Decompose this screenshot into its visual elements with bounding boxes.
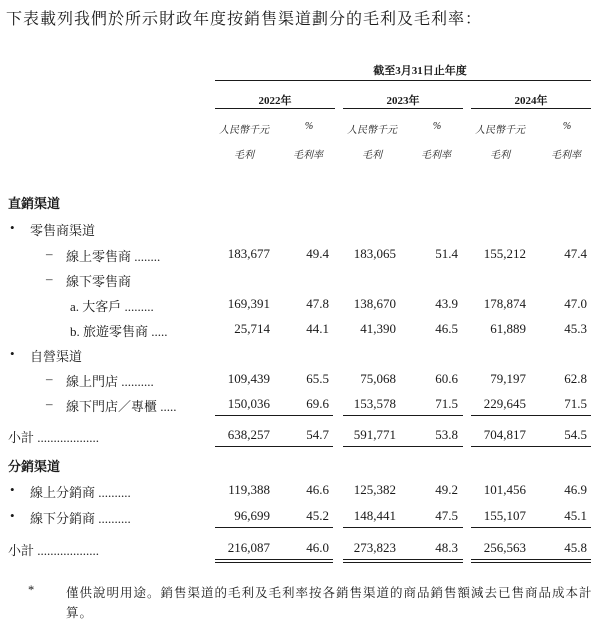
cell: 273,823 — [353, 540, 396, 555]
cell: 216,087 — [227, 540, 270, 555]
pct-label-2022: % — [304, 121, 314, 132]
cell: 229,645 — [483, 396, 526, 411]
footnote-text-line2: 算。 — [66, 606, 94, 620]
year-2023: 2023年 — [386, 95, 420, 107]
cell: 256,563 — [483, 540, 526, 555]
cell: 41,390 — [360, 321, 396, 336]
subtotal-rule — [471, 415, 591, 416]
gpm-label-2023: 毛利率 — [421, 150, 451, 161]
bullet: • — [10, 482, 15, 497]
total-rule — [471, 562, 591, 563]
cell: 47.4 — [564, 246, 587, 261]
cell: 47.5 — [435, 508, 458, 523]
cell: 48.3 — [435, 540, 458, 555]
dash: – — [46, 271, 53, 286]
cell: 150,036 — [227, 396, 270, 411]
cell: 46.0 — [306, 540, 329, 555]
intro-text: 下表載列我們於所示財政年度按銷售渠道劃分的毛利及毛利率： — [6, 11, 483, 28]
header-rule — [215, 80, 591, 81]
period-header: 截至3月31日止年度 — [373, 65, 467, 77]
section-distribution: 分銷渠道 — [8, 459, 61, 474]
cell: 53.8 — [435, 427, 458, 442]
cell: 148,441 — [353, 508, 396, 523]
row-label-online-retailer: 線上零售商 ........ — [66, 249, 161, 264]
subtotal-rule — [215, 446, 333, 447]
cell: 79,197 — [490, 371, 526, 386]
year-2022: 2022年 — [258, 95, 292, 107]
footnote-marker: * — [28, 583, 36, 597]
cell: 119,388 — [228, 482, 270, 497]
cell: 46.5 — [435, 321, 458, 336]
dash: – — [46, 396, 53, 411]
bullet: • — [10, 220, 15, 235]
cell: 62.8 — [564, 371, 587, 386]
cell: 169,391 — [227, 296, 270, 311]
cell: 25,714 — [234, 321, 270, 336]
cell: 45.8 — [564, 540, 587, 555]
total-rule — [343, 562, 463, 563]
gpm-label-2024: 毛利率 — [551, 150, 581, 161]
row-label-offline-stores: 線下門店／專櫃 ..... — [66, 399, 177, 414]
total-rule — [215, 559, 333, 560]
cell: 47.0 — [564, 296, 587, 311]
cell: 45.2 — [306, 508, 329, 523]
gp-label-2022: 毛利 — [234, 150, 254, 161]
pct-label-2024: % — [562, 121, 572, 132]
subgroup-offline-retailer: 線下零售商 — [66, 274, 132, 289]
cell: 704,817 — [483, 427, 526, 442]
cell: 49.2 — [435, 482, 458, 497]
cell: 44.1 — [306, 321, 329, 336]
cell: 45.3 — [564, 321, 587, 336]
row-label-offline-distributors: 線下分銷商 .......... — [30, 511, 131, 526]
cell: 155,107 — [483, 508, 526, 523]
section-direct: 直銷渠道 — [8, 196, 61, 211]
cell: 49.4 — [306, 246, 329, 261]
unit-label-2022: 人民幣千元 — [219, 125, 269, 136]
cell: 46.9 — [564, 482, 587, 497]
cell: 96,699 — [234, 508, 270, 523]
row-label-online-stores: 線上門店 .......... — [66, 374, 154, 389]
bullet: • — [10, 346, 15, 361]
gpm-label-2022: 毛利率 — [293, 150, 323, 161]
cell: 75,068 — [360, 371, 396, 386]
cell: 61,889 — [490, 321, 526, 336]
cell: 51.4 — [435, 246, 458, 261]
cell: 591,771 — [353, 427, 396, 442]
cell: 65.5 — [306, 371, 329, 386]
cell: 54.7 — [306, 427, 329, 442]
row-label-travel-retail: b. 旅遊零售商 ..... — [70, 324, 168, 339]
cell: 153,578 — [353, 396, 396, 411]
cell: 47.8 — [306, 296, 329, 311]
subtotal-rule — [215, 415, 333, 416]
bullet: • — [10, 508, 15, 523]
cell: 183,065 — [353, 246, 396, 261]
subgroup-retailer: 零售商渠道 — [30, 223, 96, 238]
row-label-key-accounts: a. 大客戶 ......... — [70, 299, 154, 314]
cell: 155,212 — [483, 246, 526, 261]
cell: 138,670 — [353, 296, 396, 311]
footnote-text-line1: 僅供說明用途。銷售渠道的毛利及毛利率按各銷售渠道的商品銷售額減去已售商品成本計 — [66, 586, 593, 600]
cell: 43.9 — [435, 296, 458, 311]
cell: 638,257 — [227, 427, 270, 442]
year-rule-2022 — [215, 108, 335, 109]
cell: 45.1 — [564, 508, 587, 523]
cell: 125,382 — [353, 482, 396, 497]
pct-label-2023: % — [432, 121, 442, 132]
total-rule — [471, 559, 591, 560]
subtotal-rule — [471, 527, 591, 528]
subtotal-rule — [471, 446, 591, 447]
cell: 183,677 — [227, 246, 270, 261]
unit-label-2023: 人民幣千元 — [347, 125, 397, 136]
subtotal-rule — [215, 527, 333, 528]
dash: – — [46, 371, 53, 386]
year-2024: 2024年 — [514, 95, 548, 107]
cell: 109,439 — [227, 371, 270, 386]
gp-label-2024: 毛利 — [490, 150, 510, 161]
cell: 101,456 — [483, 482, 526, 497]
subtotal-rule — [343, 415, 463, 416]
gp-label-2023: 毛利 — [362, 150, 382, 161]
subtotal-rule — [343, 446, 463, 447]
cell: 71.5 — [564, 396, 587, 411]
total-rule — [215, 562, 333, 563]
row-label-subtotal-direct: 小計 ................... — [8, 430, 100, 445]
unit-label-2024: 人民幣千元 — [475, 125, 525, 136]
subgroup-self-operated: 自營渠道 — [30, 349, 83, 364]
cell: 60.6 — [435, 371, 458, 386]
subtotal-rule — [343, 527, 463, 528]
year-rule-2023 — [343, 108, 463, 109]
total-rule — [343, 559, 463, 560]
cell: 178,874 — [483, 296, 526, 311]
cell: 46.6 — [306, 482, 329, 497]
cell: 54.5 — [564, 427, 587, 442]
cell: 69.6 — [306, 396, 329, 411]
cell: 71.5 — [435, 396, 458, 411]
year-rule-2024 — [471, 108, 591, 109]
row-label-subtotal-distribution: 小計 ................... — [8, 543, 100, 558]
dash: – — [46, 246, 53, 261]
row-label-online-distributors: 線上分銷商 .......... — [30, 485, 131, 500]
